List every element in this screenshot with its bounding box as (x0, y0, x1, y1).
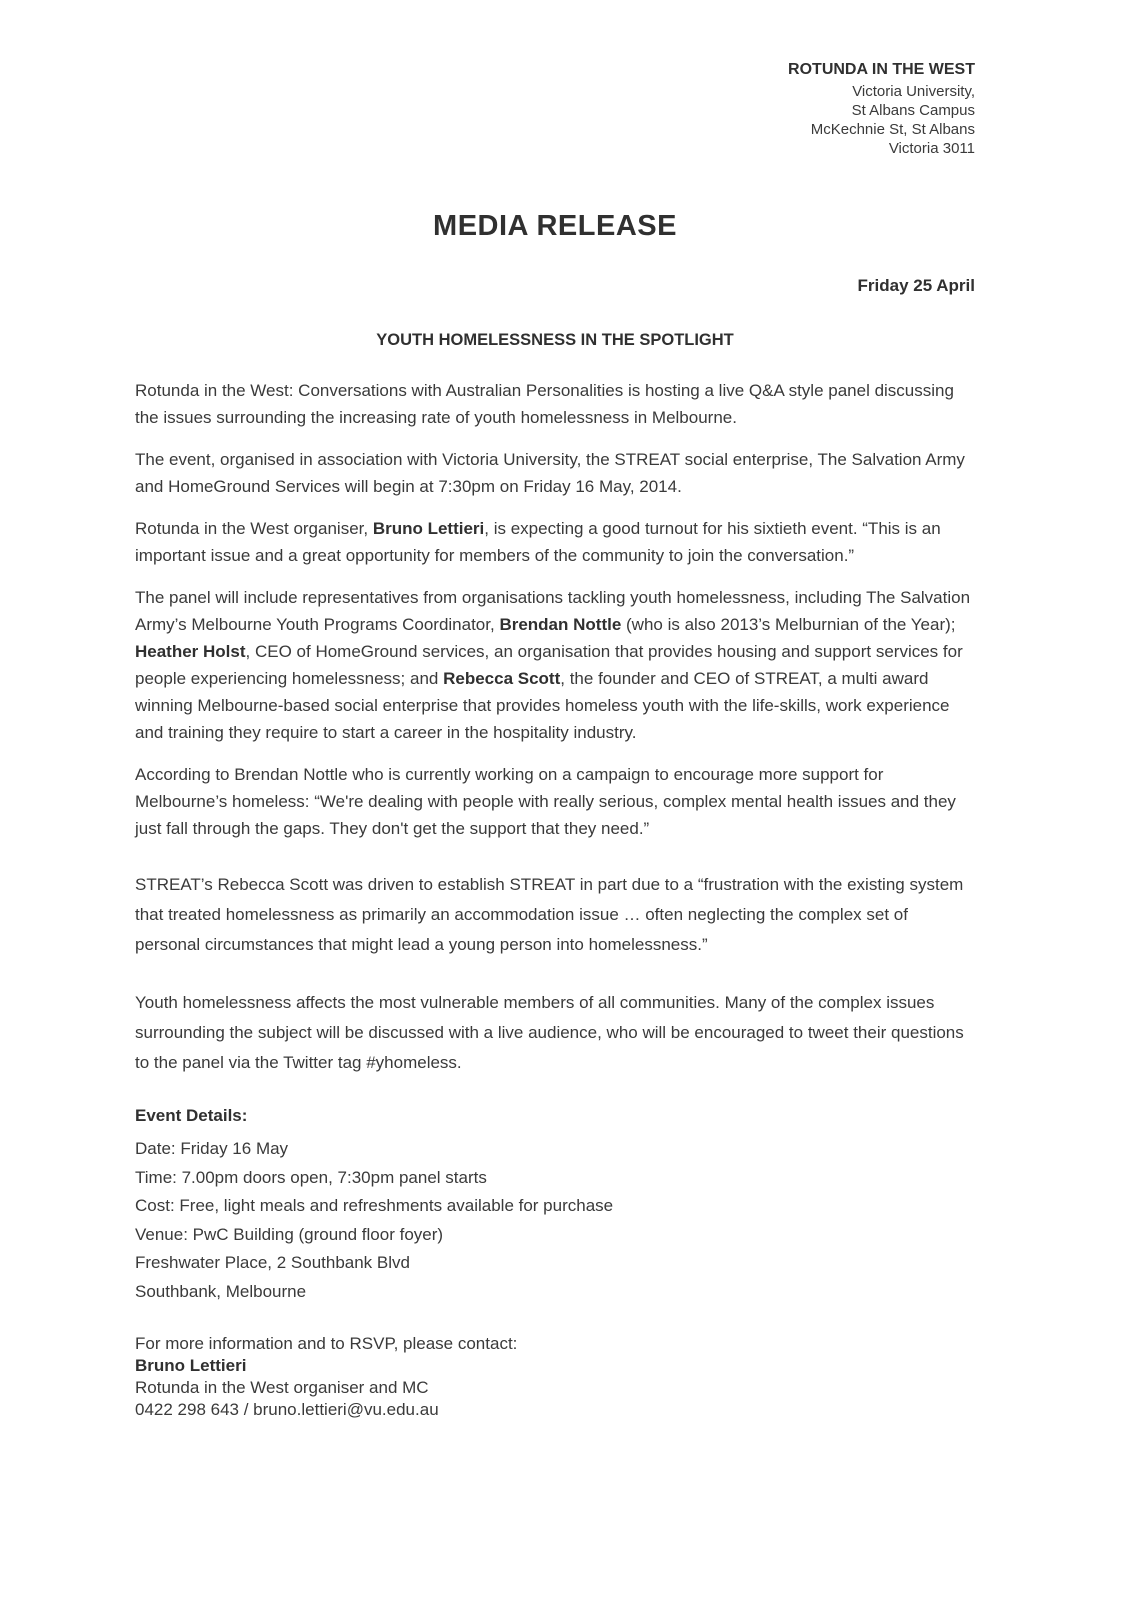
person-name-bruno-lettieri: Bruno Lettieri (372, 519, 485, 538)
text-run: Rotunda in the West organiser, (135, 519, 373, 538)
event-details-heading: Event Details: (135, 1106, 248, 1125)
paragraph-event-partners: The event, organised in association with Victoria University, the STREAT social enterprise, The Salvation Army and HomeGround Services will begin at 7:30pm on Friday 16 May, 2014. (135, 450, 965, 496)
letterhead-org-name: ROTUNDA IN THE WEST (788, 61, 975, 78)
contact-intro: For more information and to RSVP, please contact: (135, 1334, 518, 1353)
event-detail-time: Time: 7.00pm doors open, 7:30pm panel starts (135, 1167, 487, 1187)
paragraph-scott-quote: STREAT’s Rebecca Scott was driven to establish STREAT in part due to a “frustration with the existing system that treated homelessness as primarily an accommodation issue … often neglecting the complex set of personal circumstances that might lead a young person into homelessness.” (135, 875, 964, 954)
person-name-rebecca-scott: Rebecca Scott (443, 669, 561, 688)
paragraph-twitter: Youth homelessness affects the most vulnerable members of all communities. Many of the complex issues surrounding the subject will be discussed with a live audience, who will be encouraged to tweet their questions to the panel via the Twitter tag #yhomeless. (135, 993, 964, 1072)
letterhead-address-line-2: St Albans Campus (851, 102, 975, 119)
event-detail-venue-city: Southbank, Melbourne (135, 1281, 307, 1301)
paragraph-intro: Rotunda in the West: Conversations with Australian Personalities is hosting a live Q&A style panel discussing the issues surrounding the increasing rate of youth homelessness in Melbourne. (135, 381, 954, 427)
letterhead (135, 60, 975, 158)
contact-block (135, 1333, 975, 1421)
contact-name: Bruno Lettieri (135, 1356, 247, 1375)
document-title: MEDIA RELEASE (433, 210, 677, 242)
text-run: , is expecting a good turnout for his sixtieth event. “This is an important issue and a great opportunity for members of the community to join the conversation.” (135, 519, 941, 565)
letterhead-address-line-4: Victoria 3011 (888, 140, 975, 157)
letterhead-address-line-1: Victoria University, (852, 83, 975, 100)
text-run: , the founder and CEO of STREAT, a multi award winning Melbourne-based social enterprise that provides homeless youth with the life-skills, work experience and training they require to start a career in the hospitality industry. (135, 669, 950, 742)
event-detail-cost: Cost: Free, light meals and refreshments available for purchase (135, 1196, 614, 1215)
event-detail-venue-address: Freshwater Place, 2 Southbank Blvd (135, 1253, 410, 1272)
event-details (135, 1106, 975, 1306)
text-run: (who is also 2013’s Melburnian of the Year); (621, 615, 956, 634)
person-name-heather-holst: Heather Holst (135, 642, 246, 661)
release-date: Friday 25 April (857, 276, 975, 295)
event-detail-venue: Venue: PwC Building (ground floor foyer) (135, 1224, 444, 1244)
text-run: The panel will include representatives from organisations tackling youth homelessness, including The Salvation Army’s Melbourne Youth Programs Coordinator, (135, 588, 971, 634)
paragraph-organiser-quote (135, 515, 975, 569)
text-run: , CEO of HomeGround services, an organisation that provides housing and support services for people experiencing homelessness; and (135, 642, 963, 688)
letterhead-address-line-3: McKechnie St, St Albans (810, 121, 975, 138)
contact-phone-email: 0422 298 643 / bruno.lettieri@vu.edu.au (135, 1400, 439, 1419)
event-detail-date: Date: Friday 16 May (135, 1139, 289, 1158)
contact-role: Rotunda in the West organiser and MC (135, 1378, 429, 1397)
paragraph-nottle-quote: According to Brendan Nottle who is currently working on a campaign to encourage more support for Melbourne’s homeless: “We're dealing with people with really serious, complex mental health issues and they just fall through the gaps. They don't get the support that they need.” (135, 765, 956, 838)
paragraph-panel-members (135, 584, 975, 746)
headline: YOUTH HOMELESSNESS IN THE SPOTLIGHT (376, 331, 734, 349)
person-name-brendan-nottle: Brendan Nottle (499, 615, 622, 634)
